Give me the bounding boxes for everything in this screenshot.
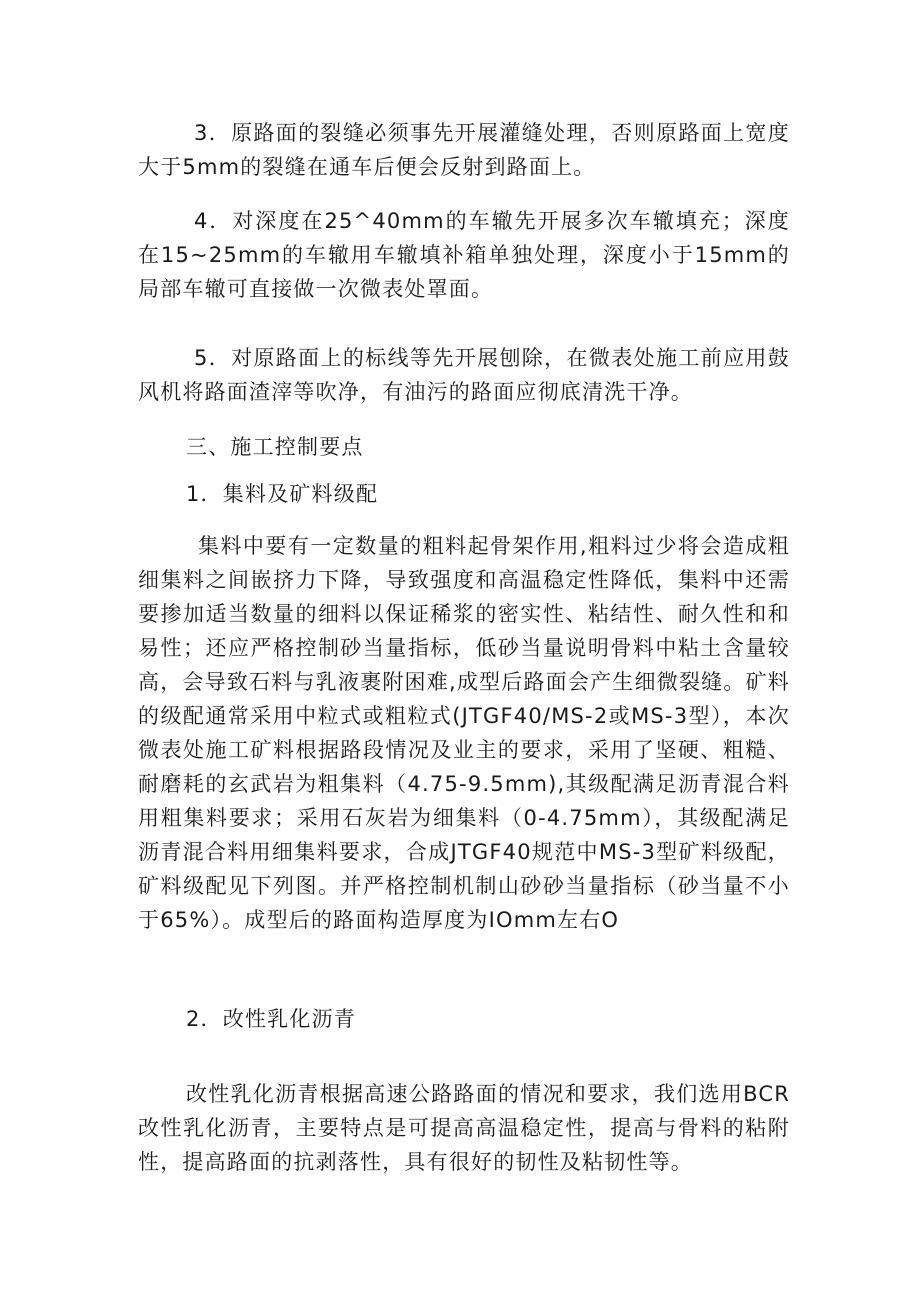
paragraph-item-3: 3．原路面的裂缝必须事先开展灌缝处理，否则原路面上宽度大于5mm的裂缝在通车后便会反射到路面上。: [138, 121, 790, 179]
paragraph-aggregate-grading: 集料中要有一定数量的粗料起骨架作用,粗料过少将会造成粗细集料之间嵌挤力下降，导致强度和高温稳定性降低，集料中还需要掺加适当数量的细料以保证稀浆的密实性、粘结性、耐久性和和易性；还应严格控制砂当量指标，低砂当量说明骨料中粘土含量较高，会导致石料与乳液裹附困难,成型后路面会产生细微裂缝。矿料的级配通常采用中粒式或粗粒式(JTGF40/MS-2或MS-3型），本次微表处施工矿料根据路段情况及业主的要求，采用了坚硬、粗糙、耐磨耗的玄武岩为粗集料（4.75-9.5mm),其级配满足沥青混合料用粗集料要求；采用石灰岩为细集料（0-4.75mm），其级配满足沥青混合料用细集料要求，合成JTGF40规范中MS-3型矿料级配，矿料级配见下列图。并严格控制机制山砂砂当量指标（砂当量不小于65%）。成型后的路面构造厚度为IOmm左右O: [138, 534, 790, 932]
subsection-heading-aggregate-grading: 1．集料及矿料级配: [186, 482, 379, 506]
paragraph-item-4: 4．对深度在25^40mm的车辙先开展多次车辙填充；深度在15~25mm的车辙用车辙填补箱单独处理，深度小于15mm的局部车辙可直接做一次微表处罩面。: [138, 209, 790, 301]
subsection-heading-modified-emulsified-asphalt: 2．改性乳化沥青: [186, 1007, 356, 1031]
paragraph-item-5: 5．对原路面上的标线等先开展刨除，在微表处施工前应用鼓风机将路面渣滓等吹净，有油污的路面应彻底清洗干净。: [138, 346, 790, 404]
paragraph-modified-emulsified-asphalt: 改性乳化沥青根据高速公路路面的情况和要求，我们选用BCR改性乳化沥青，主要特点是可提高高温稳定性，提高与骨料的粘附性，提高路面的抗剥落性，具有很好的韧性及粘韧性等。: [138, 1082, 790, 1174]
section-heading-construction-control: 三、施工控制要点: [186, 435, 364, 459]
